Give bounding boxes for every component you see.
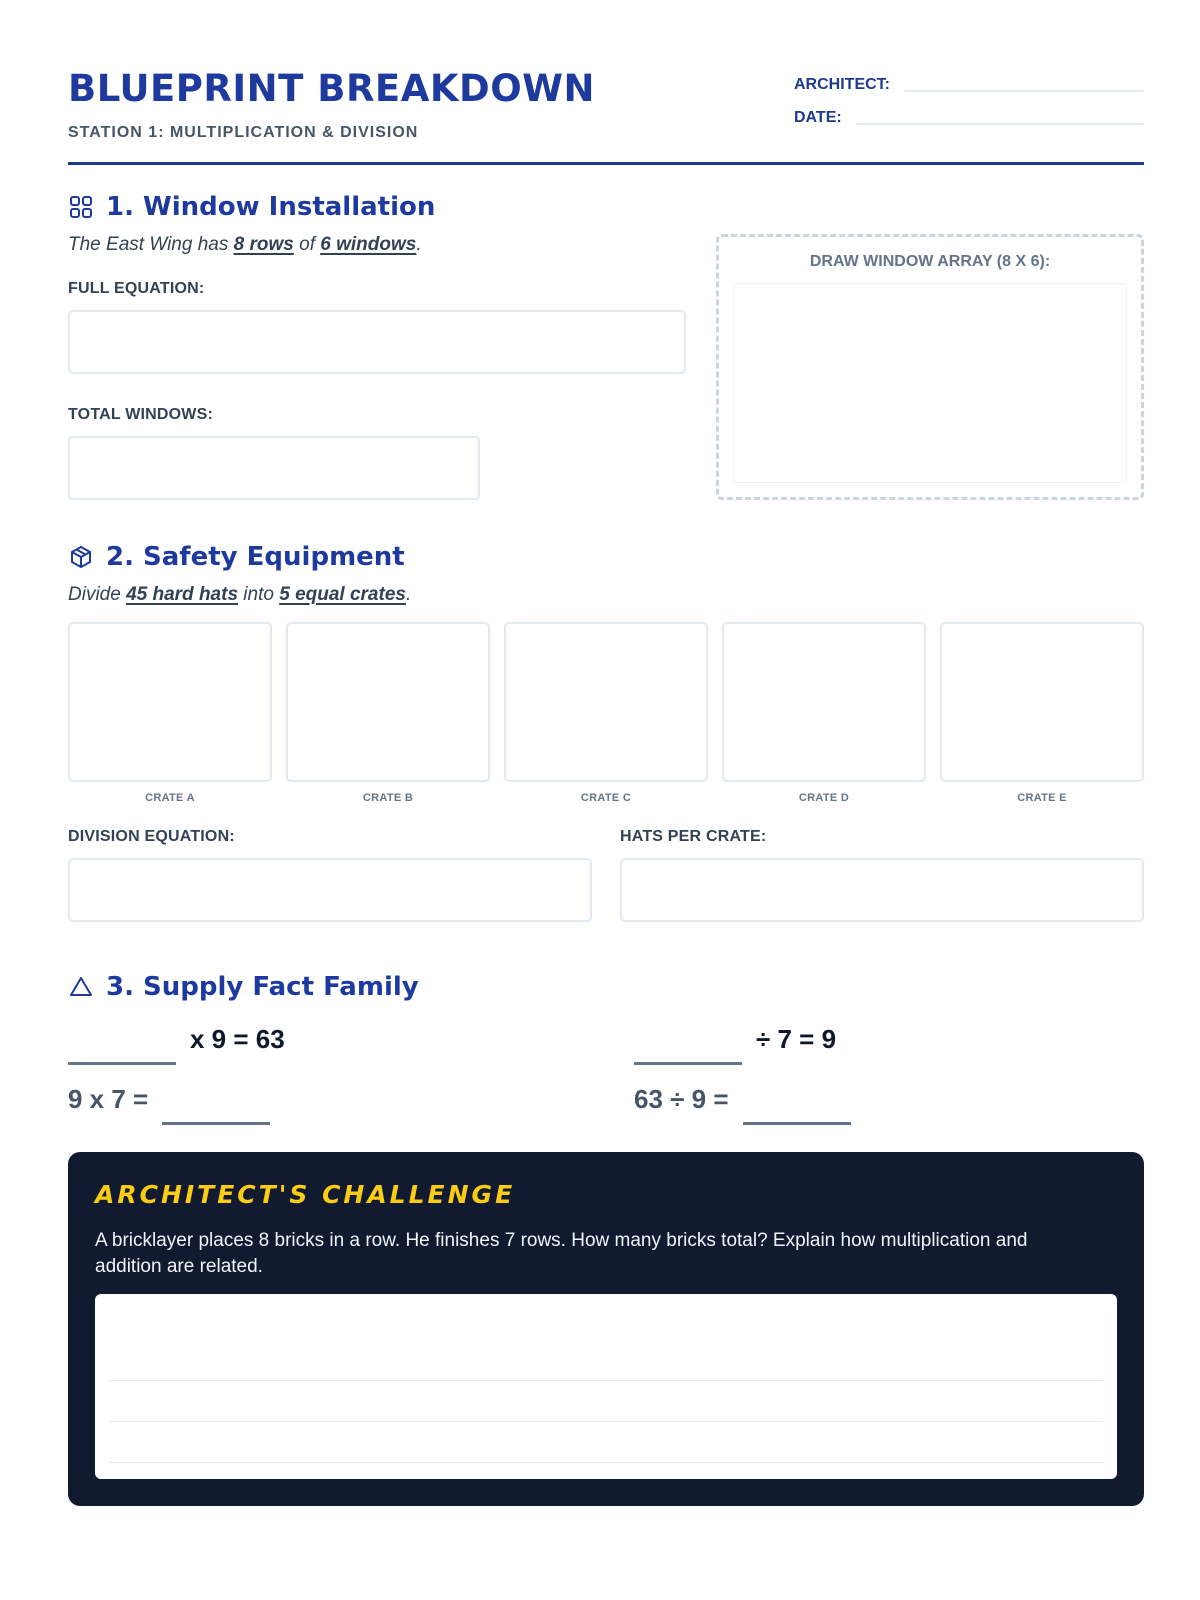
fact-1-text: x 9 = 63 xyxy=(190,1024,285,1054)
section1-left xyxy=(68,190,686,500)
hats-per-crate-label: HATS PER CRATE: xyxy=(620,828,767,845)
section3-title: 3. Supply Fact Family xyxy=(106,972,419,1002)
crate-row xyxy=(68,622,1144,804)
crate-c-label: CRATE C xyxy=(580,792,632,804)
answer-line xyxy=(109,1380,1103,1381)
worksheet-page xyxy=(68,60,1144,1277)
architect-field[interactable] xyxy=(904,90,1144,92)
section2-heading xyxy=(68,540,1144,574)
crate-b-box[interactable] xyxy=(286,622,490,782)
prompt-rows: 8 rows xyxy=(233,234,294,255)
crate-d-box[interactable] xyxy=(722,622,926,782)
crate xyxy=(722,622,926,804)
page-subtitle: STATION 1: MULTIPLICATION & DIVISION xyxy=(68,124,419,141)
draw-area[interactable] xyxy=(733,283,1127,483)
window-array-draw-box xyxy=(716,234,1144,500)
prompt-hats: 45 hard hats xyxy=(126,584,239,605)
prompt-text: . xyxy=(416,234,422,255)
crate-b-label: CRATE B xyxy=(362,792,414,804)
draw-array-label: DRAW WINDOW ARRAY (8 X 6): xyxy=(809,253,1051,270)
crate xyxy=(504,622,708,804)
triangle-icon xyxy=(68,974,94,1000)
page-title: BLUEPRINT BREAKDOWN xyxy=(68,67,595,110)
fact-4-text: 63 ÷ 9 = xyxy=(634,1084,729,1114)
total-windows-field[interactable] xyxy=(68,436,480,500)
prompt-text: The East Wing has xyxy=(68,234,234,255)
section1-heading xyxy=(68,190,686,224)
crate-e-label: CRATE E xyxy=(1017,792,1067,804)
section2-title: 2. Safety Equipment xyxy=(106,542,405,572)
architect-row xyxy=(794,72,1144,94)
fact-4-blank[interactable] xyxy=(743,1122,851,1125)
section1-title: 1. Window Installation xyxy=(106,192,436,222)
box-icon xyxy=(68,544,94,570)
hats-per-crate-group xyxy=(620,828,1144,922)
full-equation-field[interactable] xyxy=(68,310,686,374)
full-equation-label: FULL EQUATION: xyxy=(68,280,205,297)
section3-heading xyxy=(68,970,1144,1004)
prompt-text: . xyxy=(405,584,412,605)
prompt-text: into xyxy=(238,584,280,605)
crate xyxy=(286,622,490,804)
fact-family-grid xyxy=(68,1014,1144,1154)
challenge-title: ARCHITECT'S CHALLENGE xyxy=(95,1180,516,1209)
division-equation-field[interactable] xyxy=(68,858,592,922)
division-equation-label: DIVISION EQUATION: xyxy=(68,828,235,845)
fact-3-text: 9 x 7 = xyxy=(68,1084,149,1114)
fact-2 xyxy=(634,1024,836,1055)
prompt-text: Divide xyxy=(68,584,127,605)
section2-prompt xyxy=(68,584,1144,606)
crate-e-box[interactable] xyxy=(940,622,1144,782)
prompt-text: of xyxy=(293,234,321,255)
crate-a-label: CRATE A xyxy=(145,792,195,804)
fact-3-blank[interactable] xyxy=(162,1122,270,1125)
answer-line xyxy=(109,1462,1103,1463)
prompt-crates: 5 equal crates xyxy=(279,584,406,605)
crate xyxy=(68,622,272,804)
worksheet-header xyxy=(68,60,1144,165)
architects-challenge-panel xyxy=(68,1152,1144,1506)
fact-4 xyxy=(634,1084,851,1115)
division-equation-group xyxy=(68,828,592,922)
answer-line xyxy=(109,1421,1103,1422)
section-safety-equipment xyxy=(68,540,1144,938)
crate-d-label: CRATE D xyxy=(798,792,850,804)
challenge-text: A bricklayer places 8 bricks in a row. He finishes 7 rows. How many bricks total? Explain how multiplication and addition are related. xyxy=(95,1230,1028,1277)
fact-1 xyxy=(68,1024,285,1055)
section2-fields xyxy=(68,828,1144,938)
total-windows-label: TOTAL WINDOWS: xyxy=(68,406,214,423)
architect-label: ARCHITECT: xyxy=(794,76,890,93)
date-row xyxy=(794,105,1144,127)
challenge-answer-box[interactable] xyxy=(95,1294,1117,1479)
fact-2-text: ÷ 7 = 9 xyxy=(756,1024,837,1054)
fact-2-blank[interactable] xyxy=(634,1062,742,1065)
section1-prompt xyxy=(68,234,686,256)
header-meta xyxy=(794,72,1144,138)
section-window-installation xyxy=(68,190,1144,500)
prompt-windows: 6 windows xyxy=(320,234,417,255)
date-label: DATE: xyxy=(794,109,842,126)
section-supply-fact-family xyxy=(68,970,1144,1154)
date-field[interactable] xyxy=(856,123,1144,125)
crate xyxy=(940,622,1144,804)
crate-c-box[interactable] xyxy=(504,622,708,782)
crate-a-box[interactable] xyxy=(68,622,272,782)
fact-1-blank[interactable] xyxy=(68,1062,176,1065)
hats-per-crate-field[interactable] xyxy=(620,858,1144,922)
grid-icon xyxy=(68,194,94,220)
fact-3 xyxy=(68,1084,270,1115)
